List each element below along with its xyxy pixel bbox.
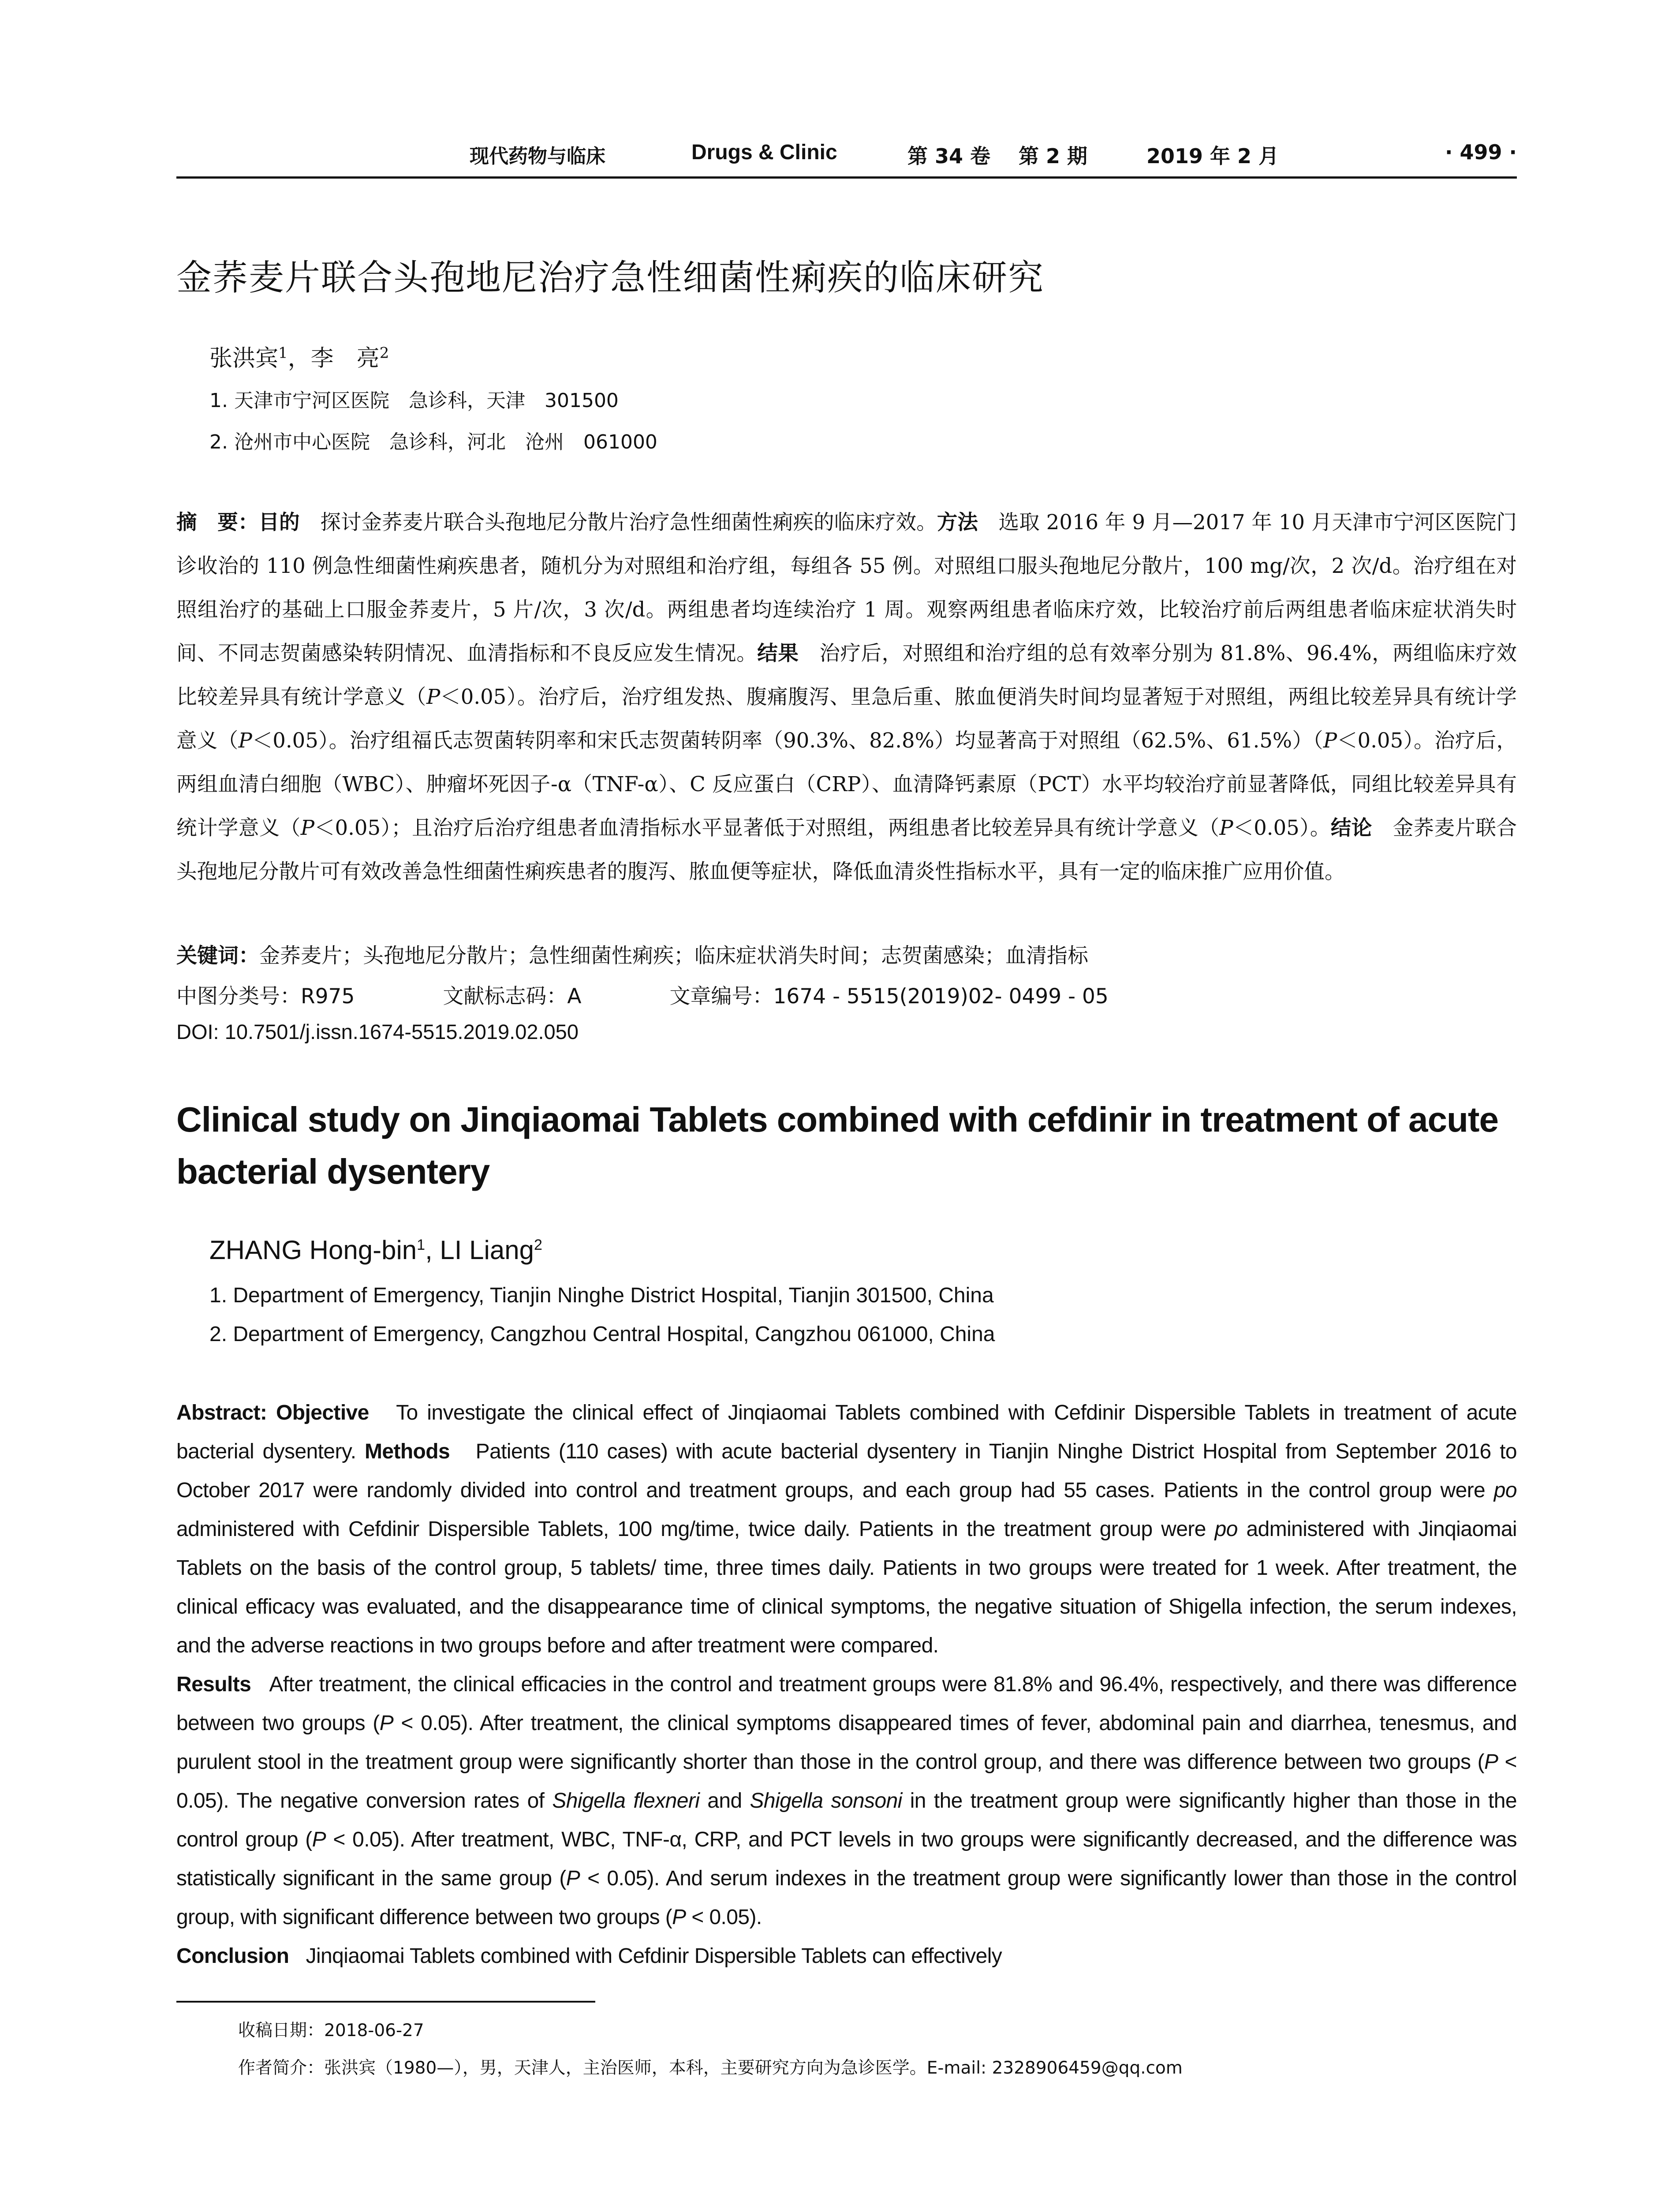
author-bio: 作者简介：张洪宾（1980—），男，天津人，主治医师，本科，主要研究方向为急诊医学。E-mail: 2328906459@qq.com (238, 2058, 1183, 2078)
methods-text: administered with Cefdinir Dispersible Tablets, 100 mg/time, twice daily. Patients in the treatment group were (176, 1517, 1206, 1541)
issue: 第 2 期 (1019, 144, 1088, 168)
article-no-value: 1674 - 5515(2019)02- 0499 - 05 (773, 984, 1109, 1009)
english-abstract (176, 1394, 1517, 1976)
author-affiliation-mark: 1 (278, 344, 288, 362)
clc-label: 中图分类号： (176, 984, 301, 1009)
methods-text: 选取 2016 年 9 月—2017 年 10 月天津市宁河区医院门诊收治的 110 例急性细菌性痢疾患者，随机分为对照组和治疗组，每组各 55 例。对照组口服头孢地尼分散片，100 mg/次，2 次/d。治疗组在对照组治疗的基础上口服金荞麦片，5 片/次，3 次/d。两组患者均连续治疗 1 周。观察两组患者临床疗效，比较治疗前后两组患者临床症状消失时间、不同志贺菌感染转阴情况、血清指标和不良反应发生情况。 (176, 510, 1517, 665)
species-name: Shigella flexneri (552, 1789, 700, 1813)
p-symbol: P (379, 1712, 394, 1735)
p-symbol: P (300, 816, 315, 840)
keywords-label: 关键词： (176, 944, 259, 968)
p-symbol: P (672, 1906, 686, 1929)
english-affiliation-2: 2. Department of Emergency, Cangzhou Central Hospital, Cangzhou 061000, China (209, 1323, 995, 1346)
article-no-label: 文章编号： (669, 984, 773, 1009)
chinese-abstract (176, 501, 1517, 893)
author-name: LI Liang (440, 1235, 534, 1265)
clc-value: R975 (301, 984, 355, 1009)
doi: DOI: 10.7501/j.issn.1674-5515.2019.02.050 (176, 1020, 579, 1043)
english-title: Clinical study on Jinqiaomai Tablets combined with cefdinir in treatment of acute bacterial dysentery (176, 1100, 1498, 1191)
results-text: 治疗后，对照组和治疗组的总有效率分别为 81.8%、96.4%，两组临床疗效比较差异具有统计学意义（ (176, 641, 1517, 709)
results-text: ＜0.05）。治疗组福氏志贺菌转阴率和宋氏志贺菌转阴率（90.3%、82.8%）均显著高于对照组（62.5%、61.5%）（ (252, 729, 1323, 752)
author-separator: ， (287, 345, 311, 372)
p-symbol: P (1323, 729, 1337, 752)
classification-line (176, 980, 1517, 1009)
pub-date: 2019 年 2 月 (1146, 144, 1279, 168)
journal-name-en: Drugs & Clinic (691, 141, 837, 164)
author-affiliation-mark: 2 (534, 1237, 542, 1253)
p-symbol: P (238, 729, 252, 752)
chinese-affiliation-1: 1. 天津市宁河区医院 急诊科，天津 301500 (209, 389, 619, 412)
english-affiliation-1: 1. Department of Emergency, Tianjin Ninghe District Hospital, Tianjin 301500, China (209, 1284, 994, 1307)
objective-text: To investigate the clinical effect of Jinqiaomai Tablets combined with Cefdinir Dispersible Tablets in treatment of acute bacterial dysentery. (176, 1401, 1517, 1463)
results-text: < 0.05). After treatment, the clinical symptoms disappeared times of fever, abdominal pain and diarrhea, tenesmus, and purulent stool in the treatment group were significantly shorter than those in the control group, and there was difference between two groups ( (176, 1712, 1517, 1774)
p-symbol: P (1484, 1750, 1498, 1774)
po-abbrev: po (1493, 1479, 1517, 1502)
volume: 第 34 卷 (907, 144, 991, 168)
results-text: < 0.05). After treatment, WBC, TNF-α, CRP, and PCT levels in two groups were significantly decreased, and the difference was statistically significant in the same group ( (176, 1828, 1517, 1890)
chinese-affiliation-2: 2. 沧州市中心医院 急诊科，河北 沧州 061000 (209, 431, 657, 453)
header-rule (176, 176, 1517, 179)
results-text: < 0.05). (686, 1906, 762, 1929)
author-affiliation-mark: 2 (379, 344, 389, 362)
objective-label: 目的 (258, 510, 300, 534)
conclusion-label: 结论 (1330, 816, 1372, 840)
p-symbol: P (1219, 816, 1233, 840)
species-name: Shigella sonsoni (750, 1789, 902, 1813)
objective-label: Objective (276, 1401, 369, 1424)
results-text: ＜0.05）。治疗后，治疗组发热、腹痛腹泻、里急后重、脓血便消失时间均显著短于对照组，两组比较差异具有统计学意义（ (176, 685, 1517, 752)
results-text: After treatment, the clinical efficacies in the control and treatment groups were 81.8% and 96.4%, respectively, and there was difference between two groups ( (176, 1673, 1517, 1735)
conclusion-label: Conclusion (176, 1944, 289, 1968)
doc-code-value: A (567, 984, 582, 1009)
abstract-label: 摘 要： (176, 510, 259, 534)
author-separator: , (425, 1235, 440, 1265)
running-header (176, 140, 1517, 176)
po-abbrev: po (1214, 1517, 1238, 1541)
english-authors (209, 1235, 542, 1265)
author-name: 李 亮 (310, 345, 380, 372)
results-text: ＜0.05）。治疗后，两组血清白细胞（WBC）、肿瘤坏死因子-α（TNF-α）、C 反应蛋白（CRP）、血清降钙素原（PCT）水平均较治疗前显著降低，同组比较差异具有统计学意义（ (176, 729, 1517, 840)
results-text: in the treatment group were significantly higher than those in the control group ( (176, 1789, 1517, 1851)
conclusion-text: Jinqiaomai Tablets combined with Cefdinir Dispersible Tablets can effectively (306, 1944, 1002, 1968)
chinese-authors (209, 340, 389, 373)
results-text: < 0.05). The negative conversion rates of (176, 1750, 1517, 1813)
author-name: 张洪宾 (209, 345, 279, 372)
methods-label: 方法 (937, 510, 978, 534)
p-symbol: P (426, 685, 441, 709)
methods-text: administered with Jinqiaomai Tablets on the basis of the control group, 5 tablets/ time, three times daily. Patients in two groups were treated for 1 week. After treatment, the clinical efficacy was evaluated, and the disappearance time of clinical symptoms, the negative situation of Shigella infection, the serum indexes, and the adverse reactions in two groups before and after treatment were compared. (176, 1517, 1517, 1657)
methods-text: Patients (110 cases) with acute bacterial dysentery in Tianjin Ninghe District Hospital from September 2016 to October 2017 were randomly divided into control and treatment groups, and each group had 55 cases. Patients in the control group were (176, 1440, 1517, 1502)
results-label: 结果 (757, 641, 799, 665)
p-symbol: P (312, 1828, 326, 1851)
results-text: ＜0.05）。 (1233, 816, 1331, 840)
chinese-title: 金荞麦片联合头孢地尼治疗急性细菌性痢疾的临床研究 (176, 257, 1044, 298)
received-date: 收稿日期：2018-06-27 (238, 2021, 424, 2041)
objective-text: 探讨金荞麦片联合头孢地尼分散片治疗急性细菌性痢疾的临床疗效。 (299, 510, 937, 534)
results-label: Results (176, 1673, 251, 1696)
results-text: < 0.05). And serum indexes in the treatment group were significantly lower than those in the control group, with significant difference between two groups ( (176, 1867, 1517, 1929)
results-text: ＜0.05）；且治疗后治疗组患者血清指标水平显著低于对照组，两组患者比较差异具有统计学意义（ (314, 816, 1220, 840)
p-symbol: P (566, 1867, 580, 1890)
keywords-text: 金荞麦片；头孢地尼分散片；急性细菌性痢疾；临床症状消失时间；志贺菌感染；血清指标 (259, 944, 1088, 968)
results-text: and (699, 1789, 750, 1813)
author-name: ZHANG Hong-bin (209, 1235, 417, 1265)
doc-code-label: 文献标志码： (443, 984, 567, 1009)
methods-label: Methods (364, 1440, 450, 1463)
journal-name-cn: 现代药物与临床 (470, 145, 605, 168)
abstract-label: Abstract: (176, 1401, 267, 1424)
conclusion-text: 金荞麦片联合头孢地尼分散片可有效改善急性细菌性痢疾患者的腹泻、脓血便等症状，降低血清炎性指标水平，具有一定的临床推广应用价值。 (176, 816, 1517, 883)
author-affiliation-mark: 1 (417, 1237, 426, 1253)
footnote-rule (176, 2001, 595, 2003)
keywords-line (176, 939, 1517, 969)
page-number: · 499 · (1445, 140, 1517, 164)
